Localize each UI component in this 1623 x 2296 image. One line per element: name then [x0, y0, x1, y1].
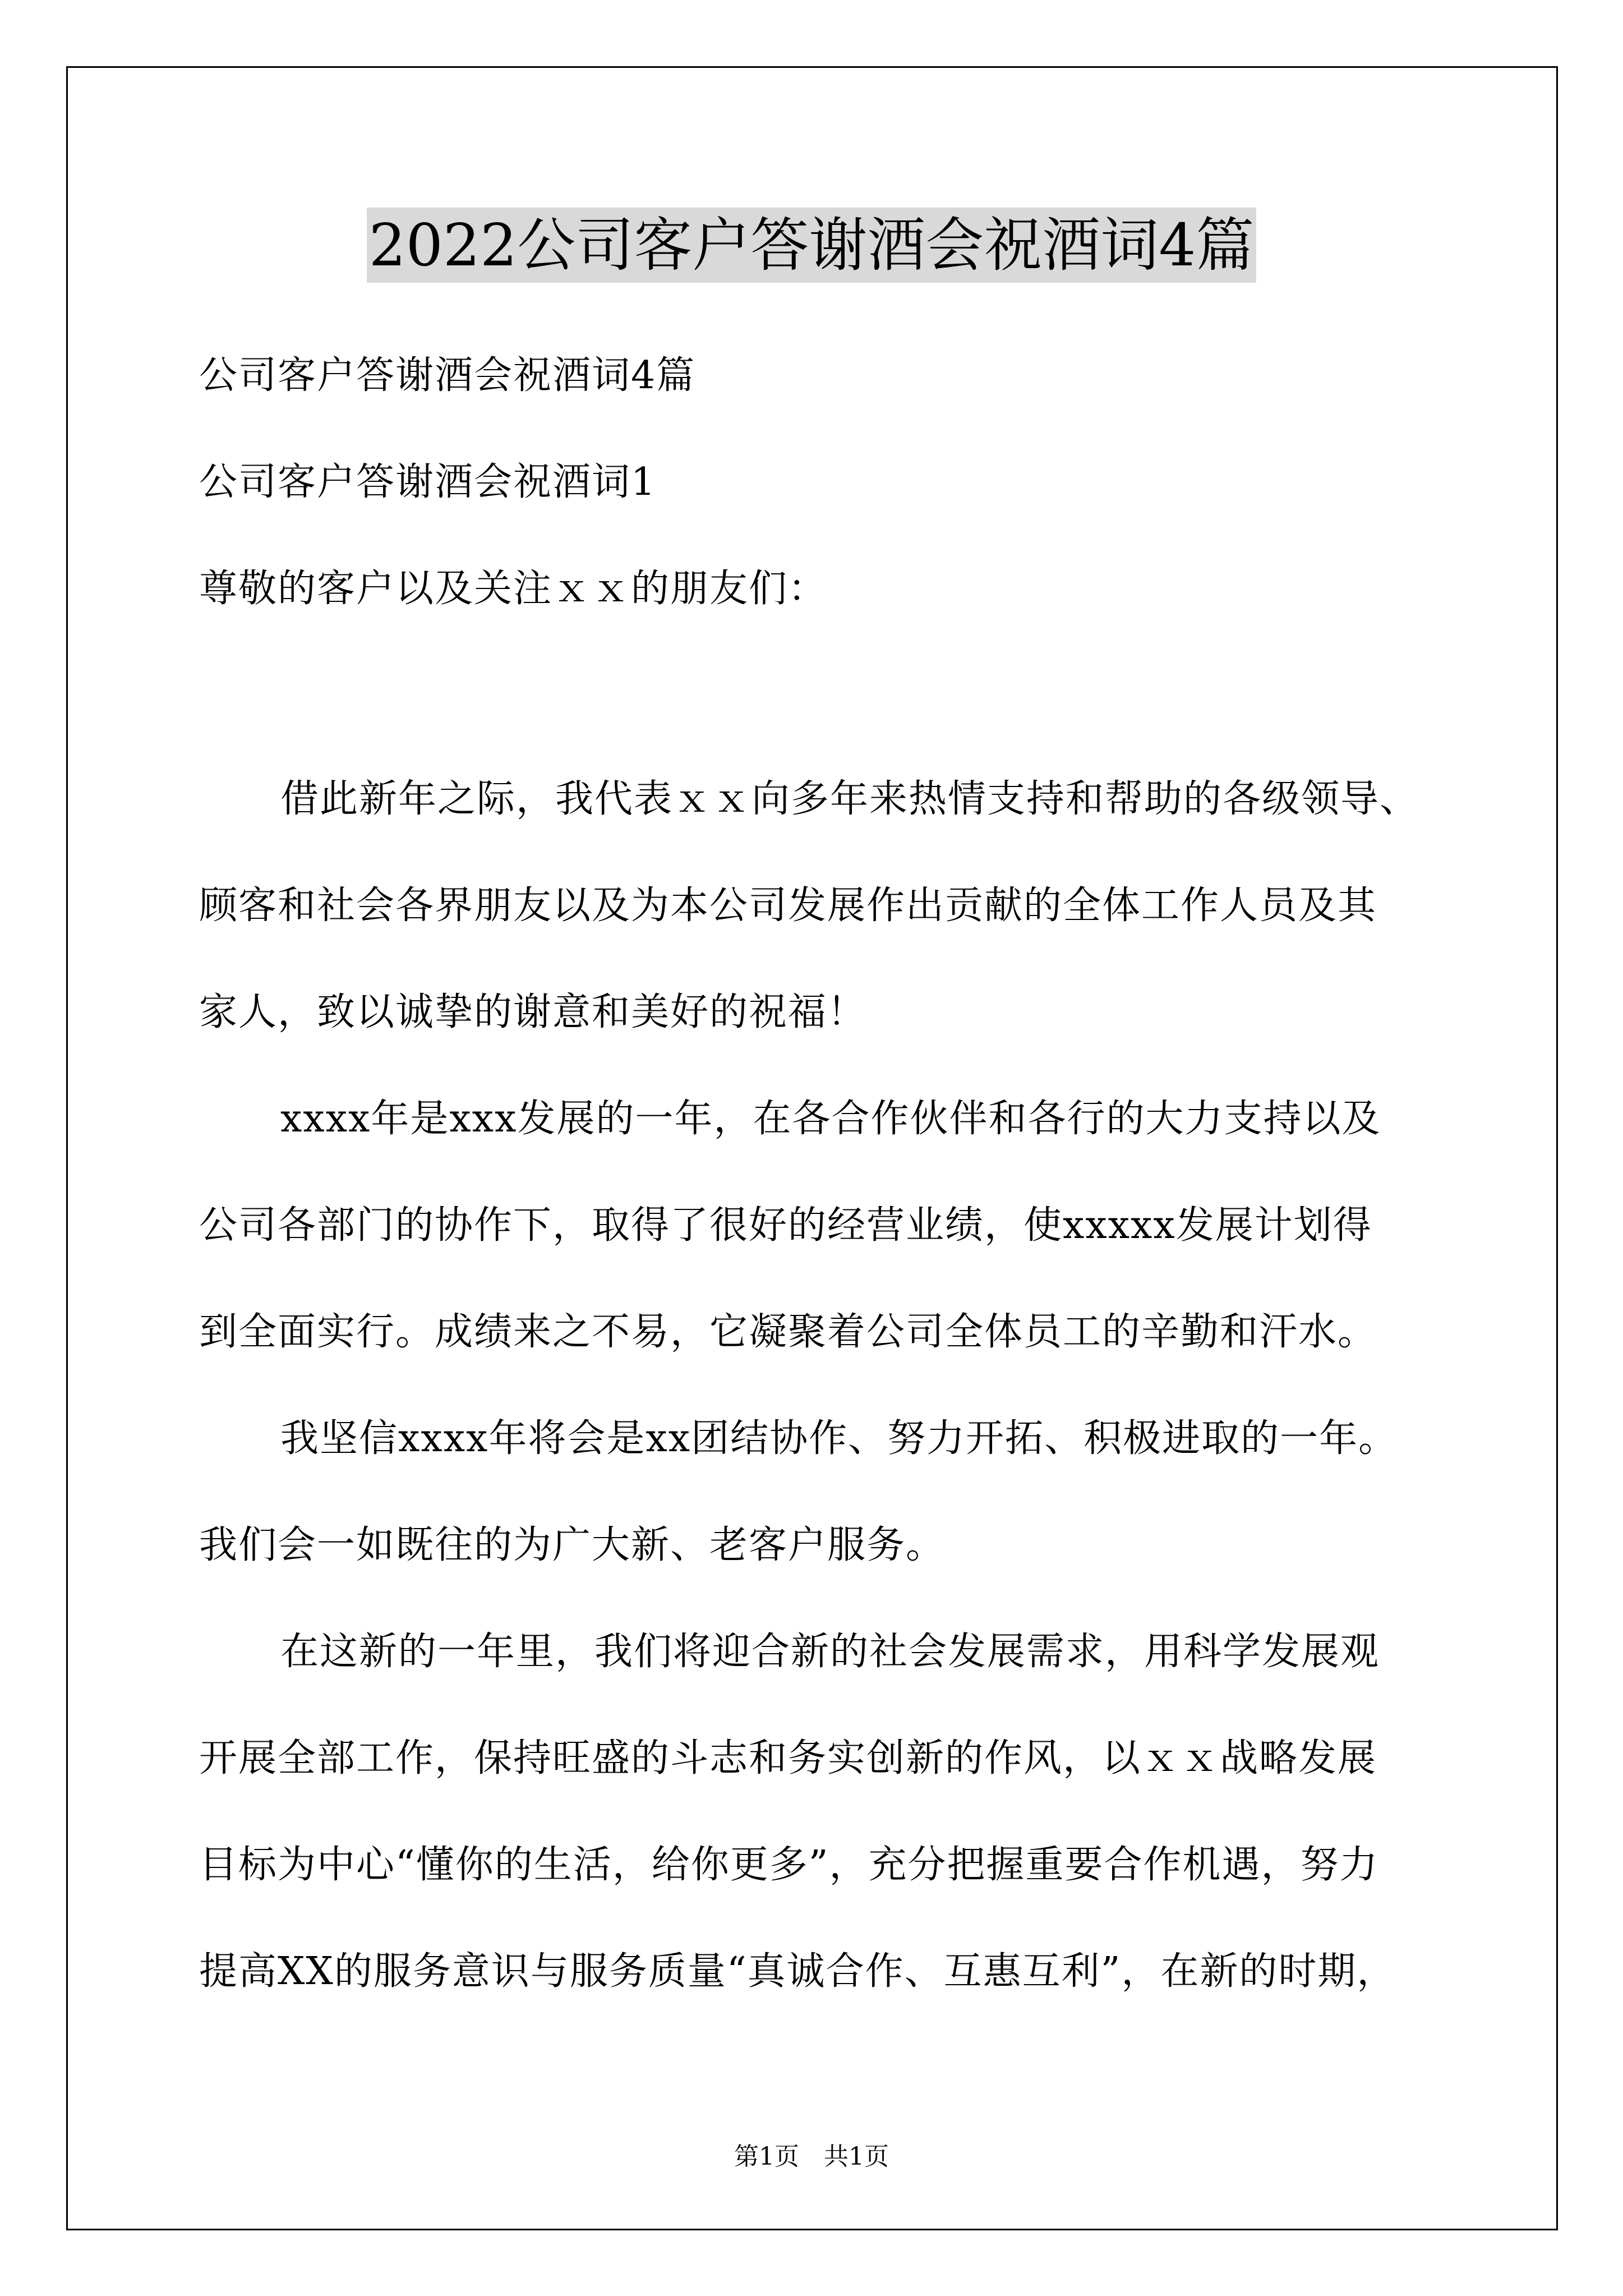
subtitle-line: 公司客户答谢酒会祝酒词4篇: [199, 353, 696, 398]
section-heading: 公司客户答谢酒会祝酒词1: [199, 460, 657, 504]
page-footer: 第1页 共1页: [734, 2142, 889, 2171]
body-line: 家人，致以诚挚的谢意和美好的祝福！: [199, 990, 867, 1034]
body-line: 到全面实行。成绩来之不易，它凝聚着公司全体员工的辛勤和汗水。: [199, 1310, 1377, 1354]
body-line: 目标为中心“懂你的生活，给你更多”，充分把握重要合作机遇，努力: [199, 1843, 1379, 1887]
document-title: 2022公司客户答谢酒会祝酒词4篇: [367, 208, 1257, 283]
body-line: 我们会一如既往的为广大新、老客户服务。: [199, 1523, 946, 1567]
body-line: 我坚信xxxx年将会是xx团结协作、努力开拓、积极进取的一年。: [280, 1416, 1398, 1461]
body-line: 顾客和社会各界朋友以及为本公司发展作出贡献的全体工作人员及其: [199, 884, 1377, 928]
body-line: xxxx年是xxx发展的一年，在各合作伙伴和各行的大力支持以及: [280, 1097, 1381, 1141]
title-container: [0, 208, 1623, 283]
body-line: 借此新年之际，我代表ｘｘ向多年来热情支持和帮助的各级领导、: [280, 777, 1419, 821]
body-line: 提高XX的服务意识与服务质量“真诚合作、互惠互利”，在新的时期，: [199, 1949, 1396, 1994]
body-line: 在这新的一年里，我们将迎合新的社会发展需求，用科学发展观: [280, 1630, 1380, 1674]
body-line: 开展全部工作，保持旺盛的斗志和务实创新的作风，以ｘｘ战略发展: [199, 1736, 1377, 1780]
body-line: 公司各部门的协作下，取得了很好的经营业绩，使xxxxx发展计划得: [199, 1203, 1372, 1248]
salutation: 尊敬的客户以及关注ｘｘ的朋友们：: [199, 567, 828, 611]
